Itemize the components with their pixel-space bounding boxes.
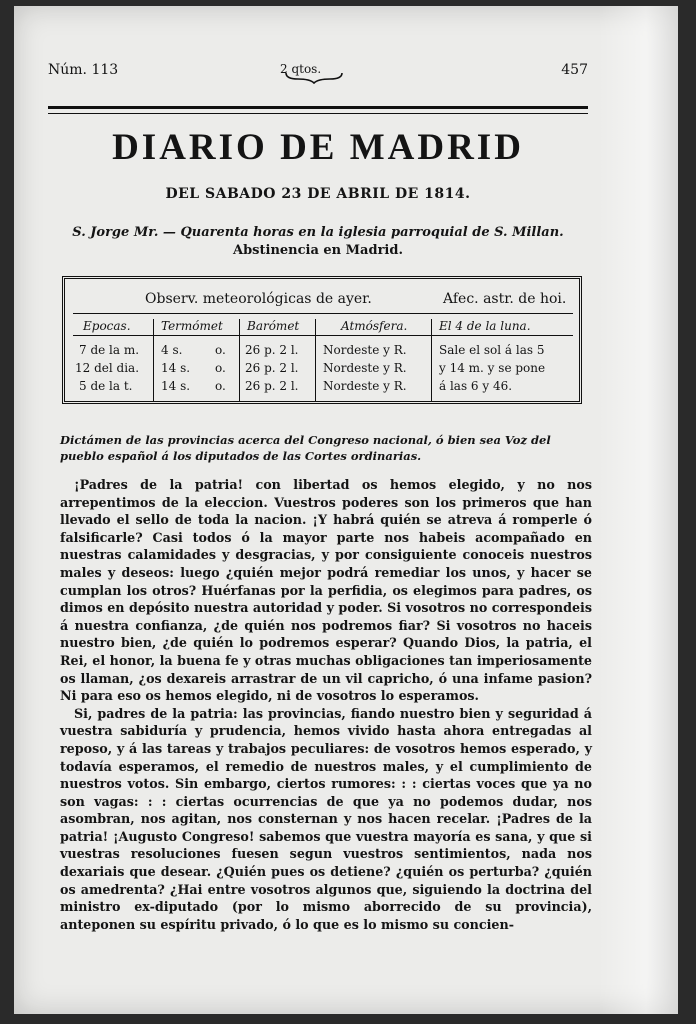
page-number: 457 bbox=[561, 62, 588, 78]
col-barometro: Barómet bbox=[247, 319, 300, 333]
abstinence-text: Abstinencia en Madrid. bbox=[233, 243, 403, 258]
page-fold-shadow bbox=[598, 6, 678, 1014]
row1-term2: o. bbox=[215, 343, 226, 357]
quarters-mark: 2 qtos. bbox=[280, 62, 322, 76]
row2-baro: 26 p. 2 l. bbox=[245, 361, 299, 375]
luna-line-3: á las 6 y 46. bbox=[439, 379, 513, 393]
header-rule-thick bbox=[48, 106, 588, 109]
meteo-col-divider bbox=[315, 319, 316, 401]
saint-line bbox=[42, 224, 594, 260]
meteo-col-divider bbox=[153, 319, 154, 401]
row1-epoca: 7 de la m. bbox=[79, 343, 140, 357]
row3-term2: o. bbox=[215, 379, 226, 393]
row2-term2: o. bbox=[215, 361, 226, 375]
brace-ornament bbox=[284, 72, 344, 84]
row1-baro: 26 p. 2 l. bbox=[245, 343, 299, 357]
luna-line-2: y 14 m. y se pone bbox=[439, 361, 546, 375]
row3-atm: Nordeste y R. bbox=[323, 379, 407, 393]
meteo-rule-top bbox=[73, 313, 573, 314]
meteorological-table bbox=[62, 276, 582, 404]
meteo-rule-header bbox=[73, 335, 573, 336]
col-epocas: Epocas. bbox=[83, 319, 131, 333]
row2-term: 14 s. bbox=[161, 361, 191, 375]
meteo-col-divider bbox=[239, 319, 240, 401]
col-luna: El 4 de la luna. bbox=[439, 319, 531, 333]
row1-term: 4 s. bbox=[161, 343, 183, 357]
paragraph-1: ¡Padres de la patria! con libertad os hemos elegido, y no nos arrepentimos de la eleccion. Vuestros poderes son los primeros que han llevado el sello de toda la nacion. ¡Y habrá quién se atreva á romperle ó falsificarle? Casi todos ó la mayor parte nos habeis acompañado en nuestras calamidades y desgracias, y por consiguiente conoceis nuestros males y deseos: luego ¿quién mejor podrá remediar los unos, y hacer se cumplan los otros? Huérfanas por la perfidia, os elegimos para padres, os dimos en depósito nuestra autoridad y poder. Si vosotros no correspondeis á nuestra confianza, ¿de quién nos podremos fiar? Si vosotros no haceis nuestro bien, ¿de quién lo podremos esperar? Quando Dios, la patria, el Rei, el honor, la buena fe y otras muchas obligaciones tan imperiosamente os llaman, ¿os dexareis arrastrar de un vil capricho, ó una infame pasion? Ni para eso os hemos elegido, ni de vosotros lo esperamos. bbox=[60, 477, 592, 704]
article-heading: Dictámen de las provincias acerca del Congreso nacional, ó bien sea Voz del pueblo español á los diputados de las Cortes ordinarias. bbox=[60, 433, 551, 463]
meteo-col-divider bbox=[431, 319, 432, 401]
row2-atm: Nordeste y R. bbox=[323, 361, 407, 375]
header-row bbox=[48, 62, 588, 84]
row3-epoca: 5 de la t. bbox=[79, 379, 133, 393]
row3-term: 14 s. bbox=[161, 379, 191, 393]
newspaper-page bbox=[14, 6, 678, 1014]
date-line: DEL SABADO 23 DE ABRIL DE 1814. bbox=[165, 186, 471, 202]
saint-text: S. Jorge Mr. — Quarenta horas en la iglesia parroquial de S. Millan. bbox=[72, 225, 564, 240]
issue-number: Núm. 113 bbox=[48, 62, 119, 78]
meteo-heading-right: Afec. astr. de hoi. bbox=[443, 291, 567, 307]
article-body bbox=[60, 476, 592, 933]
meteo-heading-left: Observ. meteorológicas de ayer. bbox=[145, 291, 372, 307]
newspaper-title: DIARIO DE MADRID bbox=[112, 127, 524, 168]
row1-atm: Nordeste y R. bbox=[323, 343, 407, 357]
paragraph-2: Si, padres de la patria: las provincias, fiando nuestro bien y seguridad á vuestra sabiduría y prudencia, hemos vivido hasta ahora entregadas al reposo, y á las tareas y trabajos peculiares: de vosotros hemos esperado, y todavía esperamos, el remedio de nuestros males, y el cumplimiento de nuestros votos. Sin embargo, ciertos rumores: : : ciertas voces que ya no son vagas: : : ciertas ocurrencias de que ya no podemos dudar, nos asombran, nos agitan, nos consternan y nos hacen recelar. ¡Padres de la patria! ¡Augusto Congreso! sabemos que vuestra mayoría es sana, y que si vuestras resoluciones fuesen segun vuestros sentimientos, nada nos dexariais que desear. ¿Quién pues os detiene? ¿quién os perturba? ¿quién os amedrenta? ¿Hai entre vosotros algunos que, siguiendo la doctrina del ministro ex-diputado (por lo mismo aborrecido de su provincia), anteponen su espíritu privado, ó lo que es lo mismo su concien- bbox=[60, 705, 592, 932]
row3-baro: 26 p. 2 l. bbox=[245, 379, 299, 393]
row2-epoca: 12 del dia. bbox=[75, 361, 140, 375]
luna-line-1: Sale el sol á las 5 bbox=[439, 343, 545, 357]
header-rule-thin bbox=[48, 113, 588, 114]
col-termometro: Termómet bbox=[161, 319, 223, 333]
col-atmosfera: Atmósfera. bbox=[341, 319, 408, 333]
